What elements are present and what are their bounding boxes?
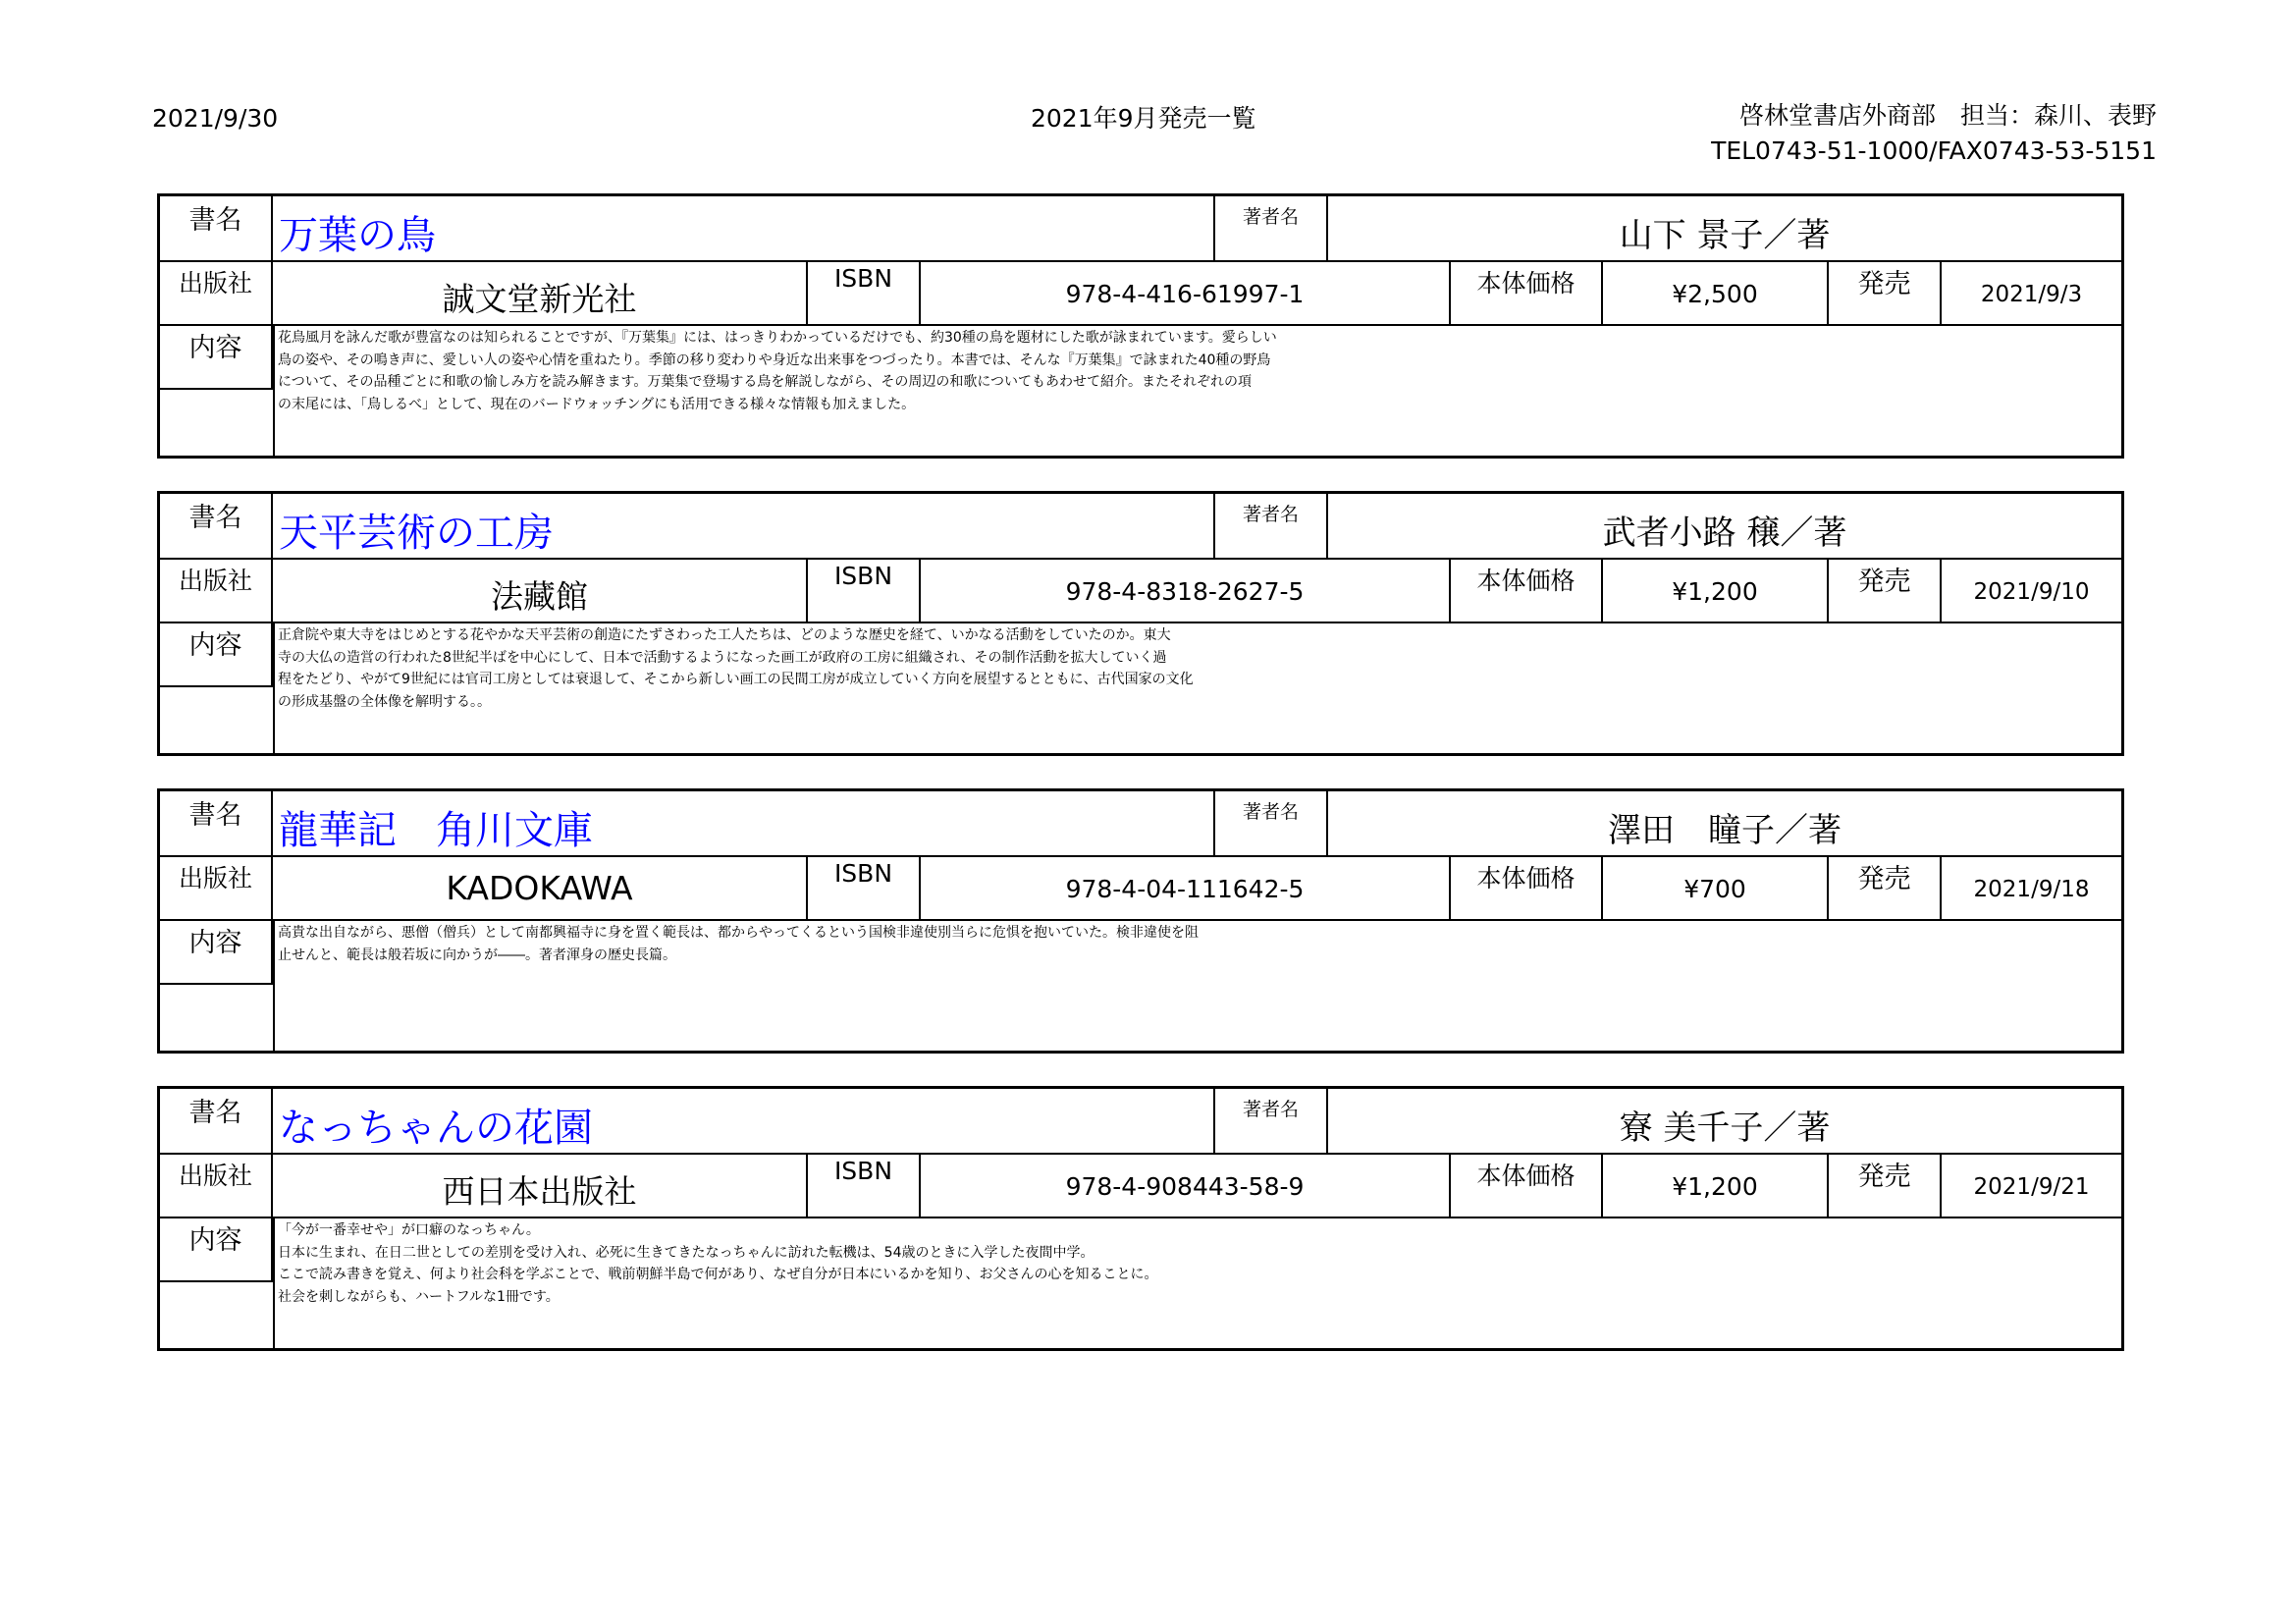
description-line: ここで読み書きを覚え、何より社会科を学ぶことで、戦前朝鮮半島で何があり、なぜ自分が日本にいるかを知り、お父さんの心を知ることに。: [278, 1267, 1158, 1282]
release-label: 発売: [1829, 1155, 1942, 1218]
content-label: 内容: [160, 921, 273, 985]
book-publisher: 誠文堂新光社: [273, 262, 808, 326]
title-label: 書名: [160, 1089, 273, 1155]
content-divider: [273, 623, 275, 753]
book-author: 寮 美千子／著: [1328, 1089, 2121, 1155]
title-label: 書名: [160, 791, 273, 857]
description-line: 程をたどり、やがて9世紀には官司工房としては衰退して、そこから新しい画工の民間工房が成立していく方向を展望するとともに、古代国家の文化: [278, 672, 1194, 687]
author-label: 著者名: [1215, 494, 1328, 560]
description-line: 花鳥風月を詠んだ歌が豊富なのは知られることですが、『万葉集』には、はっきりわかっているだけでも、約30種の鳥を題材にした歌が詠まれています。愛らしい: [278, 330, 1277, 346]
book-price: ¥1,200: [1603, 560, 1829, 623]
description-line: の末尾には、「鳥しるべ」として、現在のバードウォッチングにも活用できる様々な情報も加えました。: [278, 396, 916, 412]
release-label: 発売: [1829, 262, 1942, 326]
content-divider: [273, 921, 275, 1051]
book-author: 澤田 瞳子／著: [1328, 791, 2121, 857]
description-line: の形成基盤の全体像を解明する。。: [278, 693, 491, 710]
book-card: [157, 491, 2124, 756]
book-card: [157, 788, 2124, 1054]
description-line: 社会を刺しながらも、ハートフルな1冊です。: [278, 1288, 560, 1305]
book-title: 天平芸術の工房: [273, 494, 1215, 560]
book-publisher: KADOKAWA: [273, 857, 808, 921]
book-title: 万葉の鳥: [273, 196, 1215, 262]
publisher-label: 出版社: [160, 1155, 273, 1218]
price-label: 本体価格: [1451, 560, 1603, 623]
book-isbn: 978-4-8318-2627-5: [921, 560, 1451, 623]
store-name: 啓林堂書店外商部 担当：森川、表野: [1738, 101, 2157, 130]
author-label: 著者名: [1215, 196, 1328, 262]
book-isbn: 978-4-908443-58-9: [921, 1155, 1451, 1218]
book-description: [276, 921, 2123, 1051]
author-label: 著者名: [1215, 1089, 1328, 1155]
content-divider: [273, 1218, 275, 1348]
store-info: [1711, 98, 2157, 169]
report-date: 2021/9/30: [152, 104, 279, 133]
isbn-label: ISBN: [808, 262, 921, 326]
description-line: 寺の大仏の造営の行われた8世紀半ばを中心にして、日本で活動するようになった画工が政府の工房に組織され、その制作活動を拡大していく過: [278, 649, 1167, 666]
title-label: 書名: [160, 196, 273, 262]
description-line: 「今が一番幸せや」が口癖のなっちゃん。: [278, 1222, 540, 1238]
book-description: [276, 1218, 2123, 1348]
book-author: 山下 景子／著: [1328, 196, 2121, 262]
publisher-label: 出版社: [160, 262, 273, 326]
content-divider: [273, 326, 275, 456]
description-line: 正倉院や東大寺をはじめとする花やかな天平芸術の創造にたずさわった工人たちは、どのような歴史を経て、いかなる活動をしていたのか。東大: [278, 627, 1171, 643]
book-price: ¥2,500: [1603, 262, 1829, 326]
description-line: 日本に生まれ、在日二世としての差別を受け入れ、必死に生きてきたなっちゃんに訪れた転機は、54歳のときに入学した夜間中学。: [278, 1244, 1095, 1261]
book-title: 龍華記 角川文庫: [273, 791, 1215, 857]
book-release-date: 2021/9/21: [1942, 1155, 2121, 1218]
isbn-label: ISBN: [808, 857, 921, 921]
report-title: 2021年9月発売一覧: [1031, 104, 1256, 133]
release-label: 発売: [1829, 560, 1942, 623]
publisher-label: 出版社: [160, 560, 273, 623]
author-label: 著者名: [1215, 791, 1328, 857]
description-line: 鳥の姿や、その鳴き声に、愛しい人の姿や心情を重ねたり。季節の移り変わりや身近な出来事をつづったり。本書では、そんな『万葉集』で詠まれた40種の野鳥: [278, 352, 1271, 368]
description-line: について、その品種ごとに和歌の愉しみ方を読み解きます。万葉集で登場する鳥を解説しながら、その周辺の和歌についてもあわせて紹介。またそれぞれの項: [278, 374, 1253, 390]
publisher-label: 出版社: [160, 857, 273, 921]
book-isbn: 978-4-04-111642-5: [921, 857, 1451, 921]
content-label: 内容: [160, 326, 273, 390]
book-price: ¥1,200: [1603, 1155, 1829, 1218]
book-card: [157, 193, 2124, 459]
book-card: [157, 1086, 2124, 1351]
isbn-label: ISBN: [808, 560, 921, 623]
content-label: 内容: [160, 1218, 273, 1282]
price-label: 本体価格: [1451, 1155, 1603, 1218]
price-label: 本体価格: [1451, 857, 1603, 921]
release-label: 発売: [1829, 857, 1942, 921]
book-isbn: 978-4-416-61997-1: [921, 262, 1451, 326]
title-label: 書名: [160, 494, 273, 560]
book-release-date: 2021/9/3: [1942, 262, 2121, 326]
description-line: 止せんと、範長は般若坂に向かうが――。著者渾身の歴史長篇。: [278, 947, 676, 963]
book-price: ¥700: [1603, 857, 1829, 921]
isbn-label: ISBN: [808, 1155, 921, 1218]
book-release-date: 2021/9/10: [1942, 560, 2121, 623]
price-label: 本体価格: [1451, 262, 1603, 326]
book-author: 武者小路 穣／著: [1328, 494, 2121, 560]
book-description: [276, 623, 2123, 753]
book-publisher: 法藏館: [273, 560, 808, 623]
book-release-date: 2021/9/18: [1942, 857, 2121, 921]
store-contact: TEL0743-51-1000/FAX0743-53-5151: [1711, 136, 2157, 165]
content-label: 内容: [160, 623, 273, 687]
book-title: なっちゃんの花園: [273, 1089, 1215, 1155]
description-line: 高貴な出自ながら、悪僧（僧兵）として南都興福寺に身を置く範長は、都からやってくるという国検非違使別当らに危惧を抱いていた。検非違使を阻: [278, 925, 1199, 941]
book-publisher: 西日本出版社: [273, 1155, 808, 1218]
book-description: [276, 326, 2123, 456]
